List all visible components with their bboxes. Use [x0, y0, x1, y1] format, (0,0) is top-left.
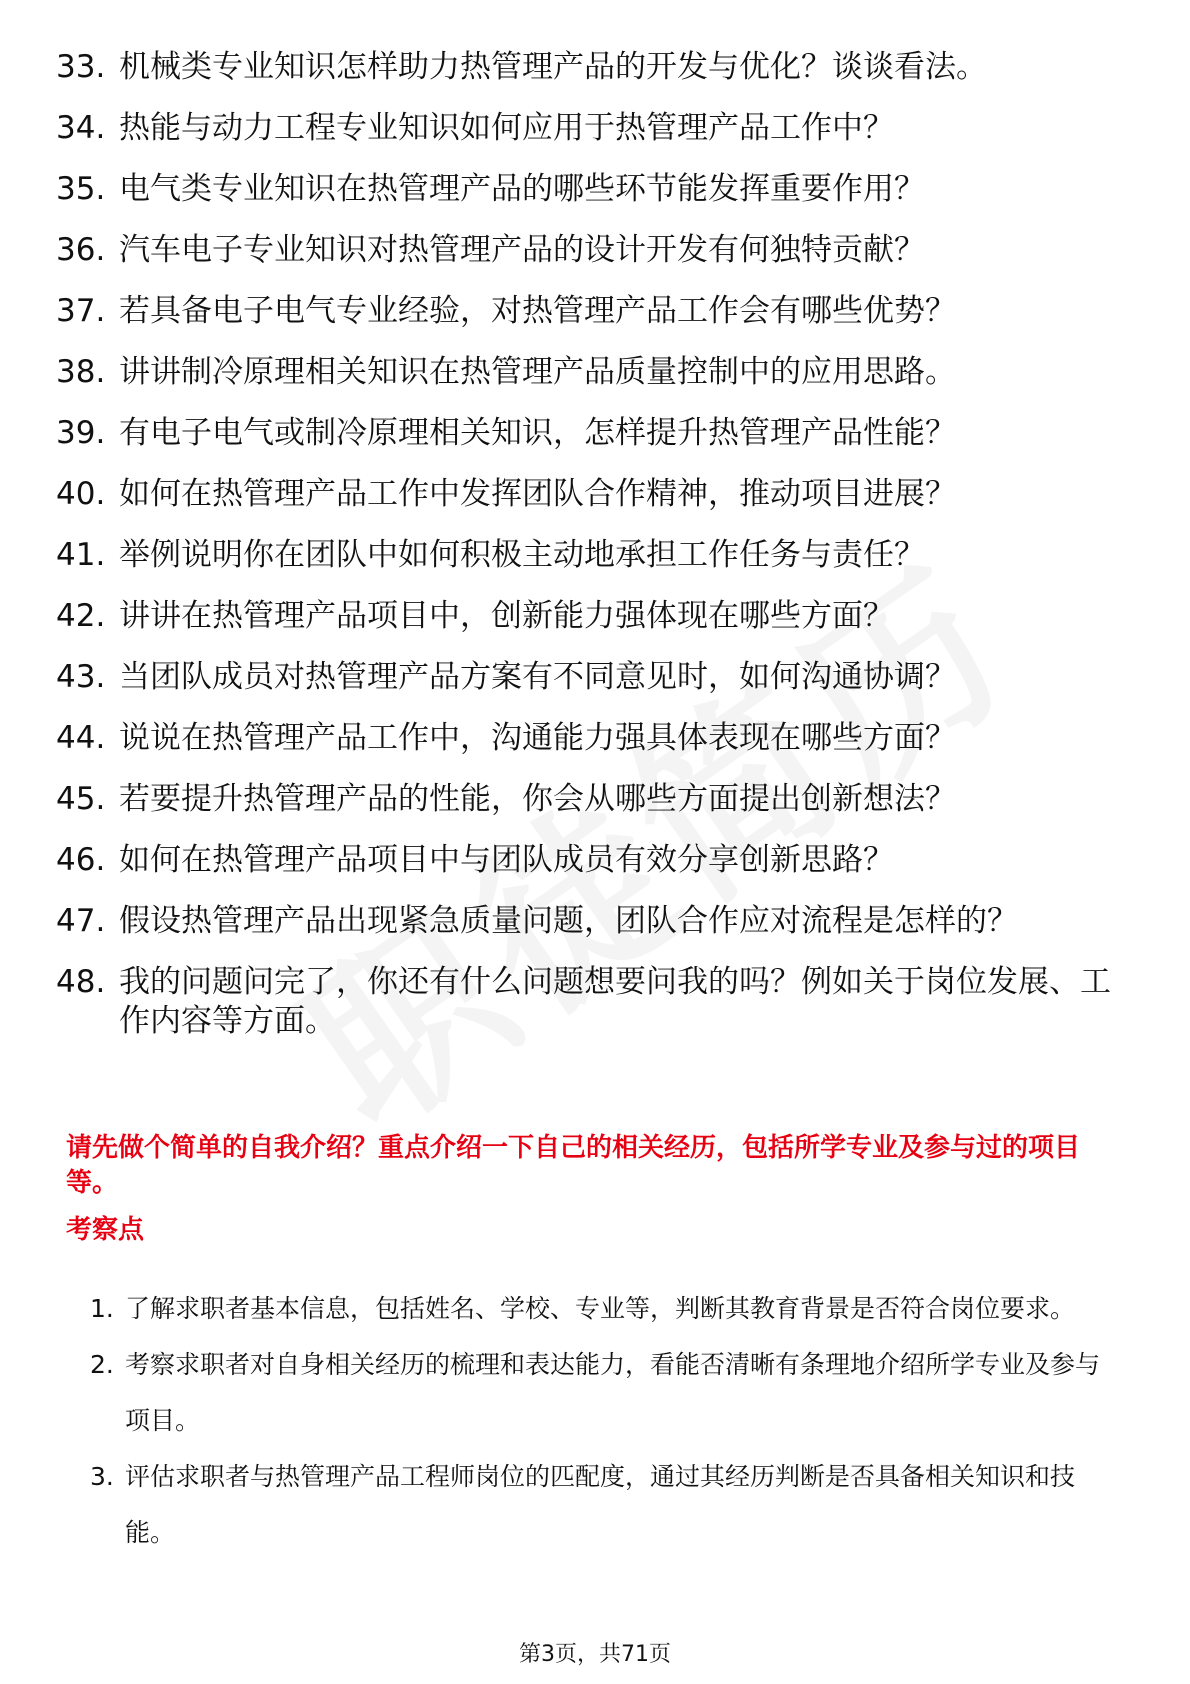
- question-item: [56, 902, 1136, 941]
- assessment-point: [90, 1337, 1120, 1449]
- question-number: 43.: [56, 659, 106, 695]
- question-number: 37.: [56, 293, 106, 329]
- point-number: 1.: [90, 1294, 114, 1323]
- page-footer: 第3页，共71页: [519, 1642, 671, 1667]
- question-number: 34.: [56, 110, 106, 146]
- assessment-points-list: [90, 1281, 1120, 1561]
- question-item: [56, 597, 1136, 636]
- question-list: [56, 48, 1136, 1063]
- section-question-title: 请先做个简单的自我介绍？重点介绍一下自己的相关经历，包括所学专业及参与过的项目等。: [66, 1133, 1081, 1198]
- question-item: [56, 231, 1136, 270]
- question-text: 若要提升热管理产品的性能，你会从哪些方面提出创新想法？: [119, 781, 956, 817]
- question-text: 讲讲在热管理产品项目中，创新能力强体现在哪些方面？: [119, 598, 894, 634]
- question-item: [56, 353, 1136, 392]
- question-text: 说说在热管理产品工作中，沟通能力强具体表现在哪些方面？: [119, 720, 956, 756]
- assessment-point: [90, 1449, 1120, 1561]
- point-text: 了解求职者基本信息，包括姓名、学校、专业等，判断其教育背景是否符合岗位要求。: [125, 1294, 1076, 1323]
- question-text: 电气类专业知识在热管理产品的哪些环节能发挥重要作用？: [119, 171, 925, 207]
- question-number: 44.: [56, 720, 106, 756]
- question-text: 机械类专业知识怎样助力热管理产品的开发与优化？谈谈看法。: [119, 49, 987, 85]
- question-text: 有电子电气或制冷原理相关知识，怎样提升热管理产品性能？: [119, 415, 956, 451]
- question-number: 41.: [56, 537, 106, 573]
- question-item: [56, 658, 1136, 697]
- point-text: 考察求职者对自身相关经历的梳理和表达能力，看能否清晰有条理地介绍所学专业及参与项目。: [125, 1350, 1101, 1435]
- question-text: 如何在热管理产品工作中发挥团队合作精神，推动项目进展？: [119, 476, 956, 512]
- point-text: 评估求职者与热管理产品工程师岗位的匹配度，通过其经历判断是否具备相关知识和技能。: [125, 1462, 1076, 1547]
- question-number: 40.: [56, 476, 106, 512]
- question-item: [56, 780, 1136, 819]
- question-item: [56, 475, 1136, 514]
- question-text: 当团队成员对热管理产品方案有不同意见时，如何沟通协调？: [119, 659, 956, 695]
- question-item: [56, 414, 1136, 453]
- point-number: 2.: [90, 1350, 114, 1379]
- question-text: 若具备电子电气专业经验，对热管理产品工作会有哪些优势？: [119, 293, 956, 329]
- question-item: [56, 170, 1136, 209]
- question-number: 46.: [56, 842, 106, 878]
- question-number: 33.: [56, 49, 106, 85]
- question-text: 讲讲制冷原理相关知识在热管理产品质量控制中的应用思路。: [119, 354, 956, 390]
- assessment-point: [90, 1281, 1120, 1337]
- question-item: [56, 536, 1136, 575]
- question-number: 39.: [56, 415, 106, 451]
- question-item: [56, 292, 1136, 331]
- question-item: [56, 841, 1136, 880]
- question-number: 47.: [56, 903, 106, 939]
- question-text: 如何在热管理产品项目中与团队成员有效分享创新思路？: [119, 842, 894, 878]
- question-text: 我的问题问完了，你还有什么问题想要问我的吗？例如关于岗位发展、工作内容等方面。: [119, 964, 1111, 1039]
- question-item: [56, 48, 1136, 87]
- assessment-points-label: 考察点: [66, 1215, 145, 1245]
- question-number: 38.: [56, 354, 106, 390]
- question-number: 42.: [56, 598, 106, 634]
- question-text: 热能与动力工程专业知识如何应用于热管理产品工作中？: [119, 110, 894, 146]
- question-text: 举例说明你在团队中如何积极主动地承担工作任务与责任？: [119, 537, 925, 573]
- question-item: [56, 963, 1136, 1041]
- question-number: 36.: [56, 232, 106, 268]
- question-item: [56, 109, 1136, 148]
- question-text: 汽车电子专业知识对热管理产品的设计开发有何独特贡献？: [119, 232, 925, 268]
- question-number: 48.: [56, 964, 106, 1000]
- question-number: 45.: [56, 781, 106, 817]
- question-text: 假设热管理产品出现紧急质量问题，团队合作应对流程是怎样的？: [119, 903, 1018, 939]
- question-number: 35.: [56, 171, 106, 207]
- point-number: 3.: [90, 1462, 114, 1491]
- question-item: [56, 719, 1136, 758]
